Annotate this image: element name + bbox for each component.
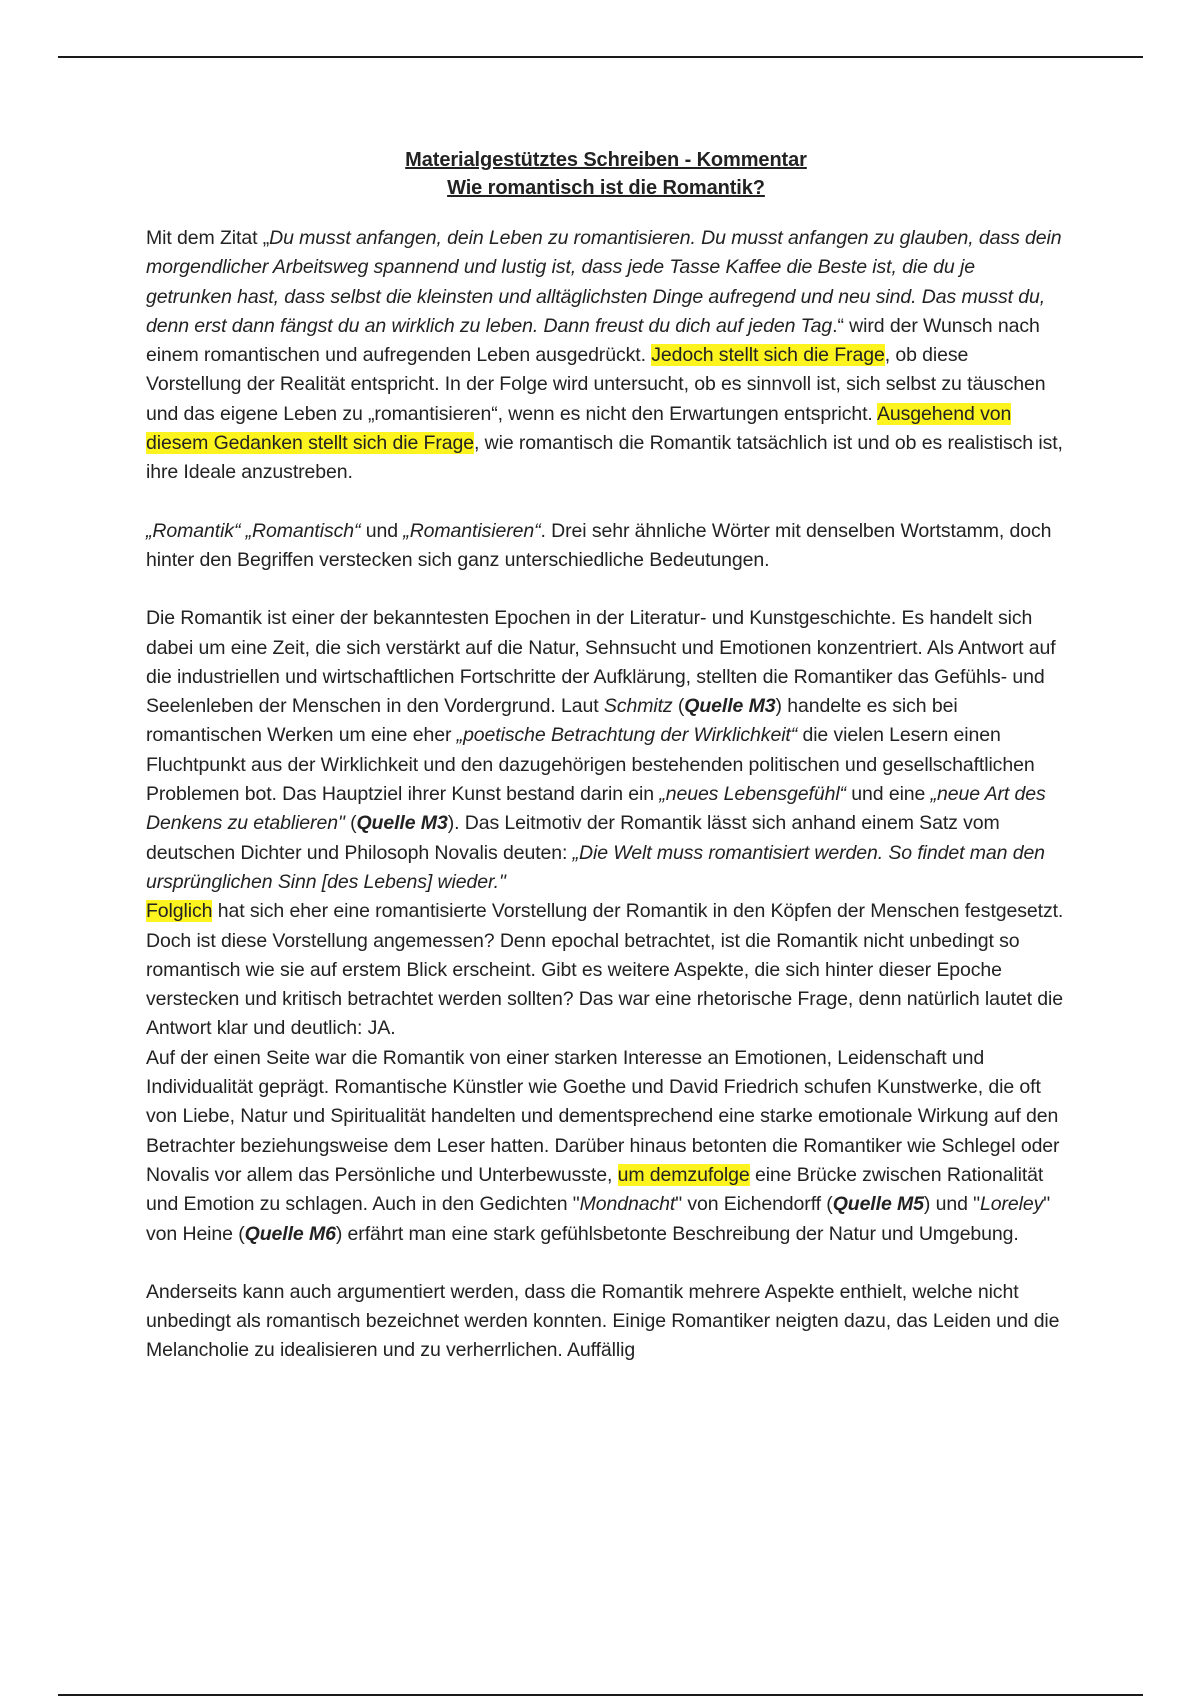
document-body (146, 146, 1066, 1366)
argument-text: ) und " (923, 1193, 980, 1216)
poem-title: Loreley (980, 1193, 1044, 1216)
highlight-phrase: Ausgehend von diesem Gedanken stellt sich die Frage (146, 402, 1012, 455)
argument-text: " von Eichendorff ( (675, 1193, 833, 1216)
epoch-text: die vielen Lesern einen Fluchtpunkt aus der Wirklichkeit und den dazugehörigen bestehenden politischen und gesellschaftlichen Problemen bot. Das Hauptziel ihrer Kunst bestand darin ein (146, 724, 1035, 806)
epoch-text: und eine (845, 783, 931, 806)
epoch-text: ( (344, 812, 357, 835)
argument-text: " von Heine ( (146, 1193, 1051, 1245)
paragraph-argument-one (146, 1044, 1066, 1249)
term-italic: „Romantisieren“ (403, 519, 541, 542)
argument-text: ) erfährt man eine stark gefühlsbetonte Beschreibung der Natur und Umgebung. (335, 1222, 1019, 1245)
source-reference: Quelle M5 (832, 1193, 924, 1216)
author-name: Schmitz (603, 695, 673, 718)
highlight-phrase: Jedoch stellt sich die Frage (651, 344, 885, 367)
poem-title: Mondnacht (579, 1193, 676, 1216)
source-reference: Quelle M6 (244, 1222, 336, 1245)
term-italic: „Romantik“ „Romantisch“ (146, 519, 361, 542)
quote-italic: „neues Lebensgefühl“ (659, 783, 846, 806)
intro-quote: Du musst anfangen, dein Leben zu romantisieren. Du musst anfangen zu glauben, dass dein morgendlicher Arbeitsweg spannend und lustig ist, dass jede Tasse Kaffee die Beste ist, die du je getrunken hast, dass selbst die kleinsten und alltäglichsten Dinge aufregend und neu sind. Das musst du, denn erst dann fängst du an wirklich zu leben. Dann freust du dich auf jeden Tag (146, 227, 1062, 337)
top-rule (58, 56, 1143, 58)
highlight-phrase: Folglich (146, 900, 213, 923)
intro-text: Mit dem Zitat „ (146, 227, 270, 249)
paragraph-intro (146, 224, 1066, 488)
intro-text: .“ wird der Wunsch nach einem romantischen und aufregenden Leben ausgedrückt. (146, 314, 1040, 367)
argument-text: Anderseits kann auch argumentiert werden, dass die Romantik mehrere Aspekte enthielt, welche nicht unbedingt als romantisch bezeichnet werden konnten. Einige Romantiker neigten dazu, das Leiden und die Melancholie zu idealisieren und zu verherrlichen. Auffällig (146, 1280, 1060, 1362)
paragraph-argument-two (146, 1278, 1066, 1366)
highlight-phrase: um demzufolge (617, 1163, 750, 1186)
intro-text: , ob diese Vorstellung der Realität entspricht. In der Folge wird untersucht, ob es sinnvoll ist, sich selbst zu täuschen und das eigene Leben zu „romantisieren“, wenn es nicht den Erwartungen entspricht. (146, 344, 1046, 425)
intro-text: , wie romantisch die Romantik tatsächlich ist und ob es realistisch ist, ihre Ideale anzustreben. (146, 432, 1063, 484)
document-subtitle: Wie romantisch ist die Romantik? (447, 177, 765, 199)
quote-italic: „Die Welt muss romantisiert werden. So findet man den ursprünglichen Sinn [des Lebens] wieder." (146, 841, 1045, 893)
epoch-text: ) handelte es sich bei romantischen Werken um eine eher (146, 695, 958, 747)
consequence-text: hat sich eher eine romantisierte Vorstellung der Romantik in den Köpfen der Menschen festgesetzt. Doch ist diese Vorstellung angemessen? Denn epochal betrachtet, ist die Romantik nicht unbedingt so romantisch wie sie auf erstem Blick erscheint. Gibt es weitere Aspekte, die sich hinter dieser Epoche verstecken und kritisch betrachtet werden sollten? Das war eine rhetorische Frage, denn natürlich lautet die Antwort klar und deutlich: JA. (146, 900, 1064, 1040)
paragraph-consequence (146, 897, 1066, 1043)
argument-text: eine Brücke zwischen Rationalität und Emotion zu schlagen. Auch in den Gedichten " (146, 1163, 1044, 1216)
terms-text: . Drei sehr ähnliche Wörter mit denselben Wortstamm, doch hinter den Begriffen verstecken sich ganz unterschiedliche Bedeutungen. (146, 519, 1052, 571)
source-reference: Quelle M3 (356, 812, 448, 835)
epoch-text: Die Romantik ist einer der bekanntesten Epochen in der Literatur- und Kunstgeschichte. Es handelt sich dabei um eine Zeit, die sich verstärkt auf die Natur, Sehnsucht und Emotionen konzentriert. Als Antwort auf die industriellen und wirtschaftlichen Fortschritte der Aufklärung, stellten die Romantiker das Gefühls- und Seelenleben der Menschen in den Vordergrund. Laut (146, 607, 1056, 718)
document-title: Materialgestütztes Schreiben - Kommentar (405, 149, 807, 171)
quote-italic: „poetische Betrachtung der Wirklichkeit“ (456, 724, 798, 747)
terms-text: und (360, 519, 404, 542)
paragraph-epoch (146, 604, 1066, 897)
source-reference: Quelle M3 (684, 695, 776, 718)
epoch-text: ( (672, 695, 685, 718)
paragraph-terms (146, 517, 1066, 576)
bottom-rule (58, 1694, 1143, 1696)
quote-italic: „neue Art des Denkens zu etablieren" (146, 783, 1046, 835)
epoch-text: ). Das Leitmotiv der Romantik lässt sich anhand einem Satz vom deutschen Dichter und Philosoph Novalis deuten: (146, 812, 1000, 864)
title-block (146, 146, 1066, 202)
argument-text: Auf der einen Seite war die Romantik von einer starken Interesse an Emotionen, Leidenschaft und Individualität geprägt. Romantische Künstler wie Goethe und David Friedrich schufen Kunstwerke, die oft von Liebe, Natur und Spiritualität handelten und dementsprechend eine starke emotionale Wirkung auf den Betrachter beziehungsweise dem Leser hatten. Darüber hinaus betonten die Romantiker wie Schlegel oder Novalis vor allem das Persönliche und Unterbewusste, (146, 1046, 1060, 1186)
